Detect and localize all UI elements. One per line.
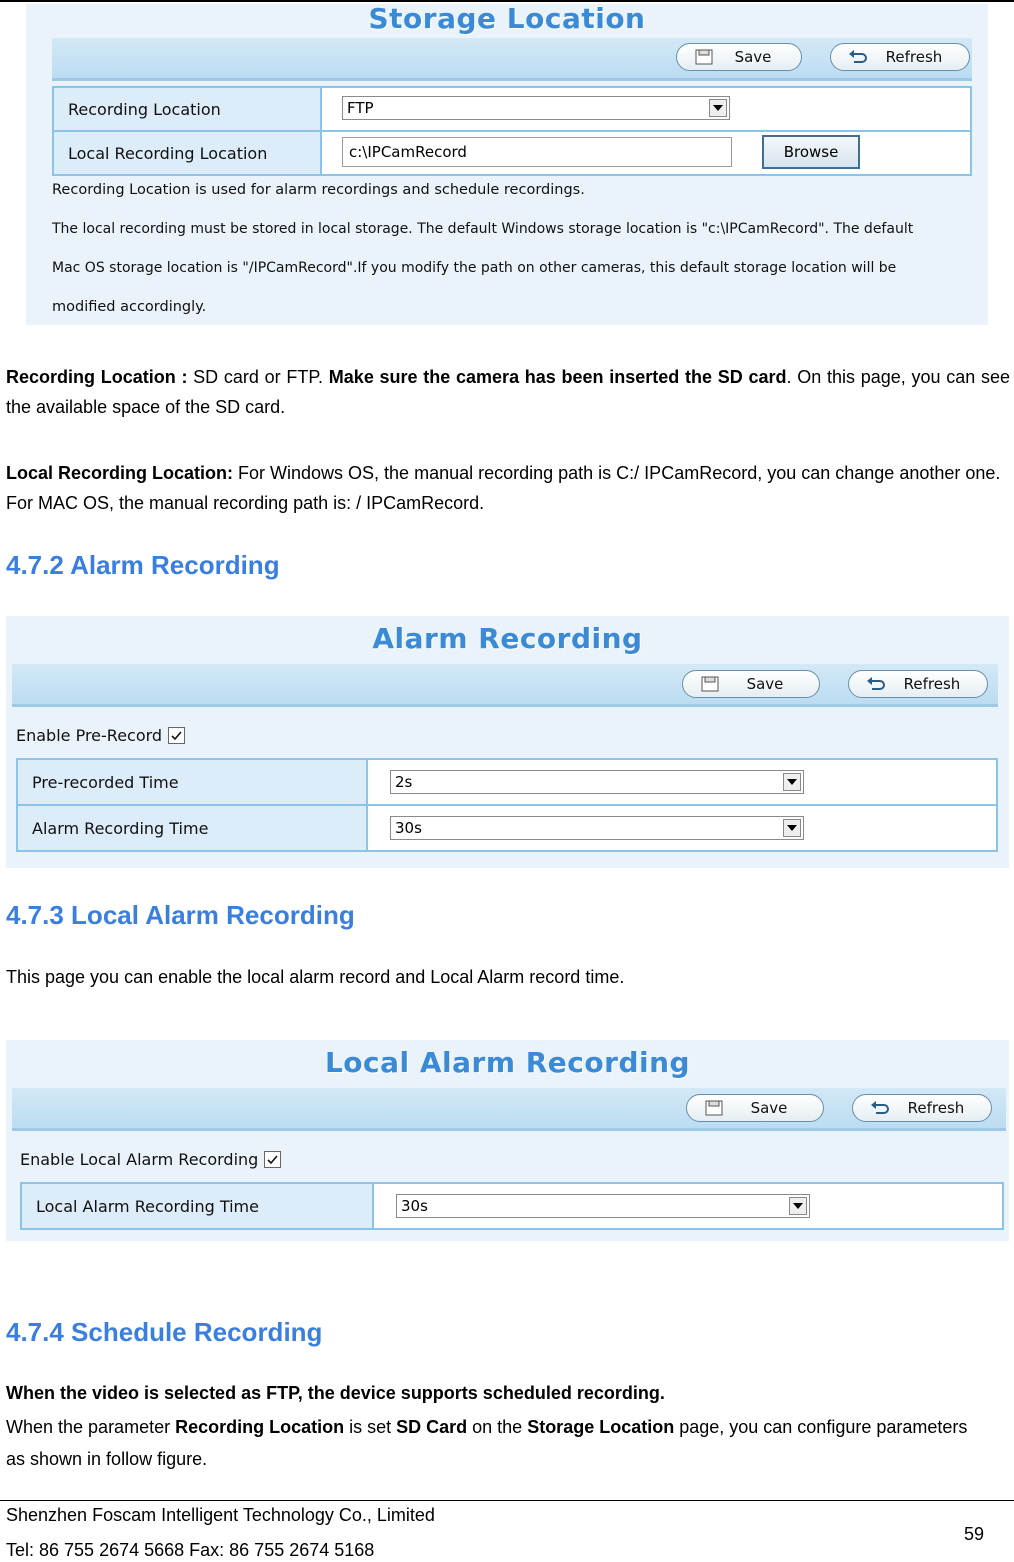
storage-note-line-3: Mac OS storage location is "/IPCamRecord".If you modify the path on other cameras, this default storage location will be: [52, 260, 897, 276]
refresh-label: Refresh: [885, 48, 943, 66]
recording-location-value: FTP: [347, 99, 374, 117]
page-number: 59: [964, 1524, 985, 1544]
recording-location-text-1: SD card or FTP.: [187, 367, 329, 387]
table-row: [18, 804, 996, 850]
save-label: Save: [750, 1099, 788, 1117]
storage-location-title: Storage Location: [368, 2, 646, 35]
pre-recorded-time-value: 2s: [395, 773, 413, 791]
floppy-disk-icon: [703, 1100, 725, 1116]
local-recording-location-term: Local Recording Location:: [6, 463, 234, 483]
recording-location-paragraph: [6, 362, 1010, 422]
local-alarm-recording-title: Local Alarm Recording: [324, 1046, 691, 1079]
local-alarm-settings-table: [20, 1182, 1004, 1230]
local-recording-location-text: For Windows OS, the manual recording path is C:/ IPCamRecord, you can change another one. For MAC OS, the manual recording path is: / IPCamRecord.: [6, 463, 1001, 513]
checkmark-icon: [267, 1155, 278, 1165]
refresh-label: Refresh: [907, 1099, 965, 1117]
schedule-text-2: is set: [344, 1417, 397, 1437]
footer-contact: Tel: 86 755 2674 5668 Fax: 86 755 2674 5168: [6, 1540, 375, 1560]
enable-pre-record-checkbox[interactable]: [168, 727, 185, 744]
dropdown-arrow-icon: [783, 819, 801, 837]
recording-location-label: Recording Location: [54, 88, 322, 130]
browse-label: Browse: [783, 143, 839, 161]
storage-settings-table: [52, 86, 972, 176]
save-button[interactable]: [686, 1094, 824, 1122]
save-label: Save: [746, 675, 784, 693]
refresh-button[interactable]: [830, 43, 970, 71]
storage-note-line-2: The local recording must be stored in local storage. The default Windows storage location is "c:\IPCamRecord". The default: [52, 221, 914, 237]
schedule-term-sd-card: SD Card: [396, 1417, 468, 1437]
schedule-bold-note: When the video is selected as FTP, the device supports scheduled recording.: [6, 1383, 665, 1403]
dropdown-arrow-icon: [783, 773, 801, 791]
storage-toolbar: [52, 38, 972, 81]
dropdown-arrow-icon: [789, 1197, 807, 1215]
undo-arrow-icon: [865, 676, 887, 692]
alarm-recording-time-value: 30s: [395, 819, 422, 837]
local-alarm-recording-time-select[interactable]: [396, 1194, 810, 1218]
local-recording-path-input[interactable]: [342, 137, 732, 167]
table-row: [18, 760, 996, 804]
storage-note-line-4: modified accordingly.: [52, 299, 207, 315]
local-alarm-recording-time-value: 30s: [401, 1197, 428, 1215]
enable-local-alarm-recording-label: Enable Local Alarm Recording: [20, 1150, 259, 1169]
enable-local-alarm-recording-checkbox[interactable]: [264, 1151, 281, 1168]
local-alarm-toolbar: [12, 1088, 1006, 1131]
recording-location-text-2: . On this page, you can see the available space of the SD card.: [6, 367, 1011, 417]
undo-arrow-icon: [869, 1100, 891, 1116]
table-row: [22, 1184, 1002, 1228]
refresh-button[interactable]: [852, 1094, 992, 1122]
enable-local-alarm-recording: [20, 1150, 281, 1169]
undo-arrow-icon: [847, 49, 869, 65]
local-recording-location-paragraph: [6, 458, 1010, 518]
footer-company: Shenzhen Foscam Intelligent Technology Co., Limited: [6, 1505, 435, 1525]
alarm-recording-time-label: Alarm Recording Time: [18, 806, 368, 850]
local-recording-path-value: c:\IPCamRecord: [349, 143, 467, 161]
alarm-settings-table: [16, 758, 998, 852]
pre-recorded-time-label: Pre-recorded Time: [18, 760, 368, 804]
alarm-recording-screenshot: [6, 616, 1009, 868]
refresh-label: Refresh: [903, 675, 961, 693]
save-label: Save: [734, 48, 772, 66]
local-alarm-paragraph: This page you can enable the local alarm record and Local Alarm record time.: [6, 967, 625, 987]
save-button[interactable]: [682, 670, 820, 698]
local-recording-location-label: Local Recording Location: [54, 132, 322, 174]
pre-recorded-time-select[interactable]: [390, 770, 804, 794]
schedule-paragraph: [6, 1411, 986, 1475]
storage-location-screenshot: [26, 4, 988, 325]
alarm-toolbar: [12, 664, 998, 707]
browse-button[interactable]: [762, 135, 860, 169]
schedule-text-1: When the parameter: [6, 1417, 176, 1437]
local-alarm-recording-time-label: Local Alarm Recording Time: [22, 1184, 374, 1228]
recording-location-term: Recording Location :: [6, 367, 188, 387]
footer-rule: [0, 1500, 1014, 1501]
alarm-recording-time-select[interactable]: [390, 816, 804, 840]
enable-pre-record: [16, 726, 185, 745]
heading-alarm-recording: 4.7.2 Alarm Recording: [6, 550, 280, 580]
recording-location-select[interactable]: [342, 96, 730, 120]
floppy-disk-icon: [693, 49, 715, 65]
schedule-text-3: on the: [467, 1417, 528, 1437]
sd-card-warning: Make sure the camera has been inserted the SD card: [328, 367, 787, 387]
local-alarm-recording-screenshot: [6, 1040, 1009, 1241]
schedule-term-storage-location: Storage Location: [527, 1417, 675, 1437]
table-row: [54, 130, 970, 174]
dropdown-arrow-icon: [709, 99, 727, 117]
heading-local-alarm-recording: 4.7.3 Local Alarm Recording: [6, 900, 355, 930]
enable-pre-record-label: Enable Pre-Record: [16, 726, 163, 745]
save-button[interactable]: [676, 43, 802, 71]
table-row: [54, 88, 970, 130]
refresh-button[interactable]: [848, 670, 988, 698]
heading-schedule-recording: 4.7.4 Schedule Recording: [6, 1317, 323, 1347]
schedule-term-recording-location: Recording Location: [175, 1417, 345, 1437]
storage-note-line-1: Recording Location is used for alarm recordings and schedule recordings.: [52, 182, 585, 198]
alarm-recording-title: Alarm Recording: [372, 622, 643, 655]
schedule-text-4: page, you can configure parameters as shown in follow figure.: [6, 1417, 968, 1469]
checkmark-icon: [171, 731, 182, 741]
floppy-disk-icon: [699, 676, 721, 692]
